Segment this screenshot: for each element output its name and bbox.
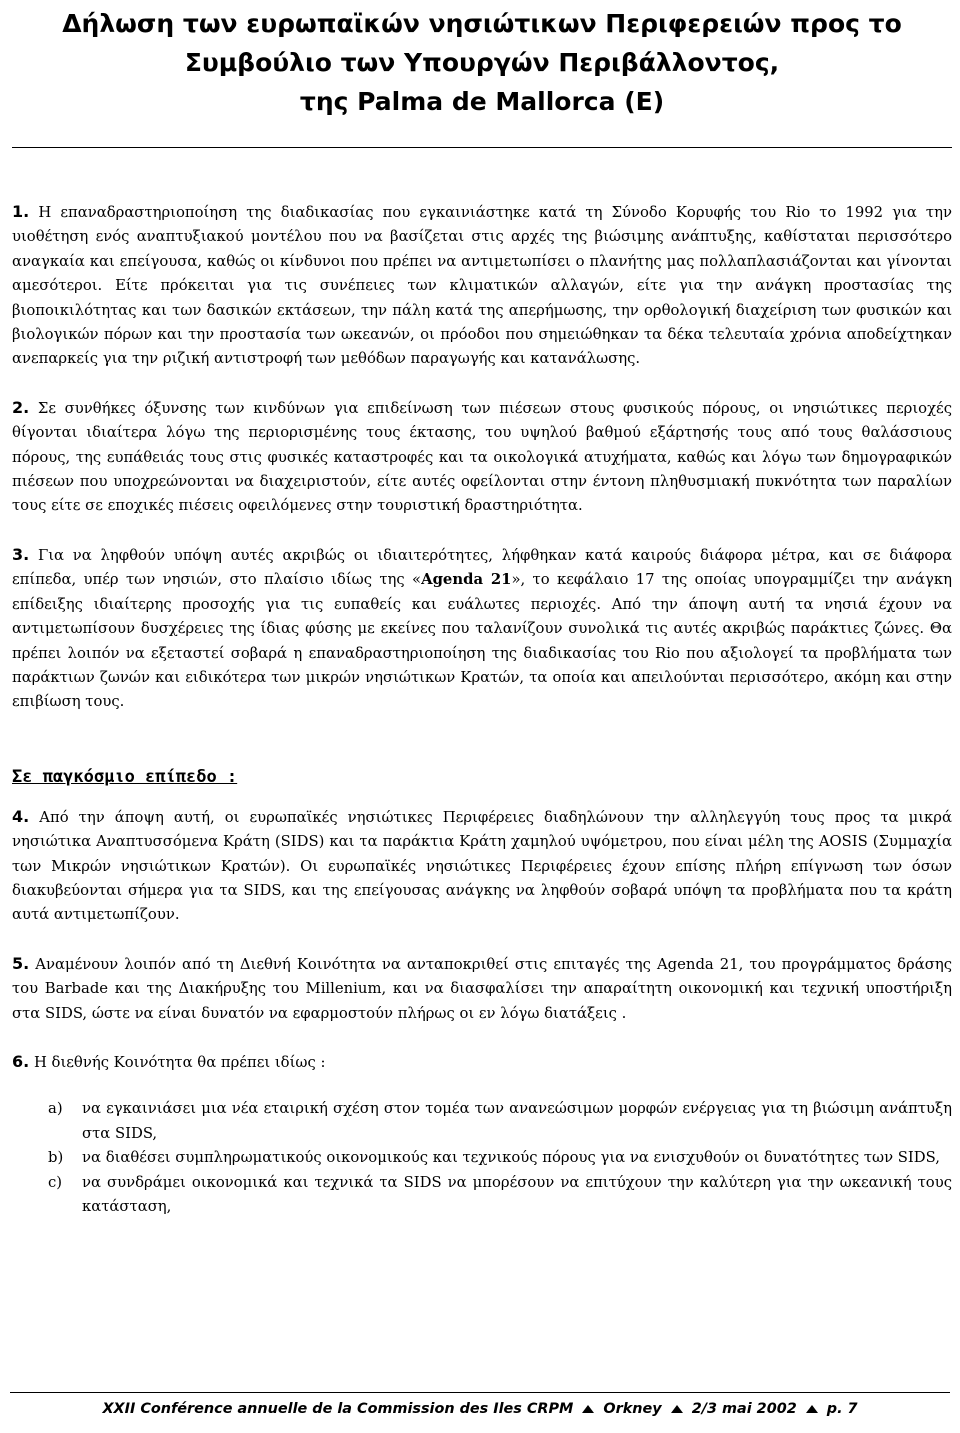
paragraph-text: Σε συνθήκες όξυνσης των κινδύνων για επιδείνωση των πιέσεων στους φυσικούς πόρους, οι νησιώτικες περιοχές θίγονται ιδιαίτερα λόγω της περιορισμένης τους έκτασης, του υψηλού βαθμού εξάρτησής τους από τους θαλάσσιους πόρους, της ευπάθειάς τους στις φυσικές καταστροφές και τα οικολογικά ατυχήματα, καθώς και λόγω των δημογραφικών πιέσεων που υποχρεώνονται να διαχειριστούν, είτε αυτές οφείλονται στην έντονη πληθυσμιακή πυκνότητα των παραλίων τους είτε σε εποχικές πιέσεις οφειλόμενες στην τουριστική δραστηριότητα. [12, 399, 952, 515]
list-item-text: να συνδράμει οικονομικά και τεχνικά τα SIDS να μπορέσουν να επιτύχουν την καλύτερη για την ωκεανική τους κατάσταση, [82, 1173, 952, 1215]
triangle-icon [582, 1405, 594, 1413]
list-item [12, 1171, 952, 1220]
title-divider [12, 147, 952, 148]
list-item [12, 1146, 952, 1170]
document-page [12, 0, 952, 1219]
paragraph-text: Η επαναδραστηριοποίηση της διαδικασίας που εγκαινιάστηκε κατά τη Σύνοδο Κορυφής του Rio το 1992 για την υιοθέτηση ενός αναπτυξιακού μοντέλου που να βασίζεται στις αρχές της βιώσιμης ανάπτυξης, καθίσταται περισσότερο αναγκαία και επείγουσα, καθώς οι κίνδυνοι που πρέπει να αντιμετωπίσει ο πλανήτης μας πολλαπλασιάζονται και γίνονται αμεσότεροι. Είτε πρόκειται για τις συνέπειες των κλιματικών αλλαγών, είτε για την ανάγκη προστασίας της βιοποικιλότητας και των δασικών εκτάσεων, την πάλη κατά της απερήμωσης, την ορθολογική διαχείριση των φυσικών και βιολογικών πόρων και την προστασία των ωκεανών, οι πρόοδοι που σημειώθηκαν τα δέκα τελευταία χρόνια αποδείχτηκαν ανεπαρκείς για την ριζική αντιστροφή των μεθόδων παραγωγής και κατανάλωσης. [12, 204, 952, 368]
footer-divider [10, 1392, 950, 1393]
paragraph-text-after: », το κεφάλαιο 17 της οποίας υπογραμμίζει την ανάγκη επίδειξης ιδιαίτερης προσοχής για τις ευπαθείς και ευάλωτες περιοχές. Από την άποψη αυτή τα νησιά έχουν να αντιμετωπίσουν δυσχέρειες της ίδιας φύσης με εκείνες που ταλανίζουν συνολικά τις αυτές ακριβώς παράκτιες ζώνες. Θα πρέπει λοιπόν να εξεταστεί σοβαρά η επαναδραστηριοποίηση της διαδικασίας του Rio που αξιολογεί τα προβλήματα των παράκτιων ζωνών και ειδικότερα των μικρών νησιώτικων Κρατών, τα οποία και απειλούνται περισσότερο, ακόμη και στην επιβίωση τους. [12, 571, 952, 711]
paragraph-number: 6. [12, 1051, 30, 1071]
triangle-icon [671, 1405, 683, 1413]
title-line-2: Συμβούλιο των Υπουργών Περιβάλλοντος, [184, 48, 780, 77]
footer-page-number: p. 7 [826, 1401, 858, 1417]
paragraph-number: 3. [12, 544, 30, 564]
paragraph-text-before: Για να ληφθούν υπόψη αυτές ακριβώς οι ιδιαιτερότητες, λήφθηκαν κατά καιρούς διάφορα μέτρα, και σε διάφορα επίπεδα, υπέρ των νησιών, στο πλαίσιο ιδίως της « [12, 546, 952, 589]
page-footer [0, 1397, 960, 1421]
paragraph-number: 4. [12, 806, 30, 826]
list-item [12, 1097, 952, 1146]
paragraph-text: Αναμένουν λοιπόν από τη Διεθνή Κοινότητα να ανταποκριθεί στις επιταγές της Agenda 21, του προγράμματος δράσης του Barbade και της Διακήρυξης του Millenium, και να διασφαλίσει την απαραίτητη οικονομική και τεχνική υποστήριξη στα SIDS, ώστε να είναι δυνατόν να εφαρμοστούν πλήρως οι εν λόγω διατάξεις . [12, 955, 952, 1022]
list-marker: b) [48, 1149, 64, 1167]
document-title [12, 4, 952, 121]
paragraph-1 [12, 200, 952, 372]
agenda-21-emphasis: Agenda 21 [421, 571, 512, 589]
list-item-text: να διαθέσει συμπληρωματικούς οικονομικούς και τεχνικούς πόρους για να ενισχυθούν οι δυνατότητες των SIDS, [82, 1149, 940, 1167]
paragraph-number: 2. [12, 397, 30, 417]
footer-date: 2/3 mai 2002 [691, 1401, 797, 1417]
paragraph-5 [12, 952, 952, 1026]
footer-location: Orkney [603, 1401, 662, 1417]
title-line-1: Δήλωση των ευρωπαϊκών νησιώτικων Περιφερειών προς το [62, 9, 902, 38]
footer-conference: XXII Conférence annuelle de la Commission des Iles CRPM [102, 1401, 574, 1417]
paragraph-3 [12, 543, 952, 715]
paragraph-text: Η διεθνής Κοινότητα θα πρέπει ιδίως : [33, 1053, 326, 1071]
triangle-icon [806, 1405, 818, 1413]
paragraph-text: Από την άποψη αυτή, οι ευρωπαϊκές νησιώτικες Περιφέρειες διαδηλώνουν την αλληλεγγύη τους προς τα μικρά νησιώτικα Αναπτυσσόμενα Κράτη (SIDS) και τα παράκτια Κράτη χαμηλού υψόμετρου, που είναι μέλη της AOSIS (Συμμαχία των Μικρών νησιώτικων Κρατών). Οι ευρωπαϊκές νησιώτικες Περιφέρειες έχουν επίσης πλήρη επίγνωση των όσων διακυβεύονται σήμερα για τα SIDS, και της επείγουσας ανάγκης να ληφθούν σοβαρά υπόψη τα προβλήματα που τα κράτη αυτά αντιμετωπίζουν. [12, 808, 952, 924]
list-marker: a) [48, 1100, 63, 1118]
paragraph-6 [12, 1050, 952, 1075]
paragraph-number: 5. [12, 953, 30, 973]
paragraph-4 [12, 805, 952, 928]
title-line-3: της Palma de Mallorca (E) [299, 87, 665, 116]
list-marker: c) [48, 1173, 63, 1191]
paragraph-number: 1. [12, 202, 30, 221]
list-item-text: να εγκαινιάσει μια νέα εταιρική σχέση στον τομέα των ανανεώσιμων μορφών ενέργειας για τη βιώσιμη ανάπτυξη στα SIDS, [82, 1100, 952, 1142]
measures-list [12, 1097, 952, 1219]
section-heading: Σε παγκόσμιο επίπεδο : [12, 766, 238, 787]
paragraph-2 [12, 396, 952, 519]
